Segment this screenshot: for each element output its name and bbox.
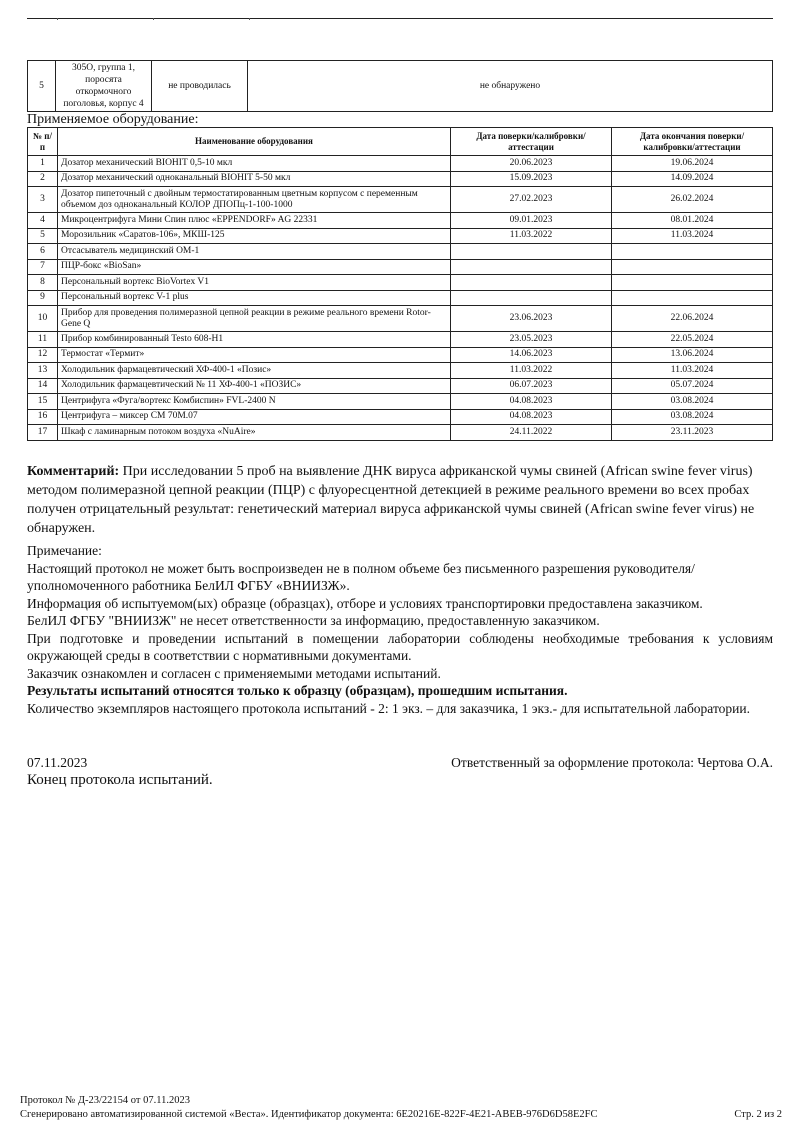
equipment-name: Морозильник «Саратов-106», МКШ-125 — [58, 228, 451, 244]
table-row — [28, 259, 773, 275]
equipment-num: 2 — [28, 171, 58, 187]
footer-protocol: Протокол № Д-23/22154 от 07.11.2023 — [20, 1095, 190, 1106]
calibration-end-date — [612, 290, 773, 306]
sample-num: 5 — [28, 61, 56, 112]
calibration-date: 11.03.2022 — [451, 363, 612, 379]
note-paragraph: При подготовке и проведении испытаний в помещении лаборатории соблюдены необходимые требования к условиям окружающей среды в соответствии с нормативными документами. — [27, 630, 773, 663]
calibration-end-date: 11.03.2024 — [612, 228, 773, 244]
header-name: Наименование оборудования — [58, 128, 451, 156]
calibration-date: 04.08.2023 — [451, 409, 612, 425]
calibration-date — [451, 259, 612, 275]
table-row — [28, 156, 773, 172]
calibration-end-date — [612, 259, 773, 275]
calibration-end-date: 14.09.2024 — [612, 171, 773, 187]
equipment-name: Персональный вортекс BioVortex V1 — [58, 275, 451, 291]
equipment-num: 15 — [28, 394, 58, 410]
table-row — [28, 378, 773, 394]
table-row — [28, 213, 773, 229]
sample-col3: не проводилась — [152, 61, 248, 112]
calibration-end-date: 05.07.2024 — [612, 378, 773, 394]
calibration-end-date: 13.06.2024 — [612, 347, 773, 363]
equipment-num: 6 — [28, 244, 58, 260]
equipment-name: Персональный вортекс V-1 plus — [58, 290, 451, 306]
calibration-end-date: 08.01.2024 — [612, 213, 773, 229]
equipment-num: 7 — [28, 259, 58, 275]
equipment-name: Отсасыватель медицинский ОМ-1 — [58, 244, 451, 260]
signature-date: 07.11.2023 — [27, 755, 88, 770]
calibration-end-date: 11.03.2024 — [612, 363, 773, 379]
equipment-num: 8 — [28, 275, 58, 291]
note-paragraph: Информация об испытуемом(ых) образце (образцах), отборе и условиях транспортировки предоставлена заказчиком. — [27, 595, 703, 611]
equipment-num: 16 — [28, 409, 58, 425]
table-row — [28, 409, 773, 425]
calibration-date — [451, 290, 612, 306]
equipment-num: 17 — [28, 425, 58, 441]
table-row — [28, 187, 773, 213]
calibration-date: 06.07.2023 — [451, 378, 612, 394]
note-paragraph-bold: Результаты испытаний относятся только к образцу (образцам), прошедшим испытания. — [27, 683, 568, 698]
calibration-date: 27.02.2023 — [451, 187, 612, 213]
calibration-end-date — [612, 275, 773, 291]
equipment-name: Центрифуга «Фуга/вортекс Комбиспин» FVL-2400 N — [58, 394, 451, 410]
equipment-name: Прибор комбинированный Testo 608-H1 — [58, 332, 451, 348]
calibration-date: 23.05.2023 — [451, 332, 612, 348]
table-row — [28, 347, 773, 363]
comment-block — [27, 462, 773, 538]
calibration-end-date: 22.05.2024 — [612, 332, 773, 348]
table-row — [28, 244, 773, 260]
calibration-date: 23.06.2023 — [451, 306, 612, 332]
equipment-name: Центрифуга – миксер СМ 70М.07 — [58, 409, 451, 425]
table-row — [28, 363, 773, 379]
calibration-date: 24.11.2022 — [451, 425, 612, 441]
calibration-end-date: 03.08.2024 — [612, 409, 773, 425]
equipment-name: Дозатор механический одноканальный BIOHIT 5-50 мкл — [58, 171, 451, 187]
table-row — [28, 228, 773, 244]
equipment-num: 9 — [28, 290, 58, 306]
table-row — [28, 394, 773, 410]
note-paragraph: Настоящий протокол не может быть воспроизведен не в полном объеме без письменного разрешения руководителя/уполномоченного работника БелИЛ ФГБУ «ВНИИЗЖ». — [27, 560, 695, 593]
calibration-date: 09.01.2023 — [451, 213, 612, 229]
calibration-end-date: 22.06.2024 — [612, 306, 773, 332]
calibration-end-date: 03.08.2024 — [612, 394, 773, 410]
header-num: № п/п — [28, 128, 58, 156]
equipment-name: Дозатор пипеточный с двойным термостатированным цветным корпусом с переменным объемом доз одноканальный КОЛОР ДПОПц-1-100-1000 — [58, 187, 451, 213]
equipment-num: 14 — [28, 378, 58, 394]
equipment-name: Шкаф с ламинарным потоком воздуха «NuAire» — [58, 425, 451, 441]
footer-page-number: Стр. 2 из 2 — [734, 1109, 782, 1120]
equipment-name: Микроцентрифуга Мини Спин плюс «EPPENDORF» AG 22331 — [58, 213, 451, 229]
notes-title: Примечание: — [27, 543, 102, 558]
equipment-table-body — [28, 156, 773, 441]
calibration-end-date: 19.06.2024 — [612, 156, 773, 172]
equipment-num: 3 — [28, 187, 58, 213]
calibration-end-date — [612, 244, 773, 260]
note-paragraph: БелИЛ ФГБУ "ВНИИЗЖ" не несет ответственности за информацию, предоставленную заказчиком. — [27, 613, 600, 628]
equipment-name: Холодильник фармацевтический ХФ-400-1 «Позис» — [58, 363, 451, 379]
comment-label: Комментарий: — [27, 464, 120, 479]
equipment-num: 11 — [28, 332, 58, 348]
table-row — [28, 306, 773, 332]
calibration-date — [451, 244, 612, 260]
equipment-name: Термостат «Термит» — [58, 347, 451, 363]
equipment-name: Прибор для проведения полимеразной цепной реакции в режиме реального времени Rotor-Gene Q — [58, 306, 451, 332]
equipment-num: 5 — [28, 228, 58, 244]
equipment-name: Холодильник фармацевтический № 11 ХФ-400-1 «ПОЗИС» — [58, 378, 451, 394]
calibration-date: 04.08.2023 — [451, 394, 612, 410]
note-paragraph: Количество экземпляров настоящего протокола испытаний - 2: 1 экз. – для заказчика, 1 экз.- для испытательной лаборатории. — [27, 700, 750, 716]
equipment-title: Применяемое оборудование: — [27, 112, 199, 127]
comment-text: При исследовании 5 проб на выявление ДНК вируса африканской чумы свиней (African swine fever virus) методом полимеразной цепной реакции (ПЦР) с флуоресцентной детекцией в режиме реального времени во всех пробах получен отрицательный результат: генетический материал вируса африканской чумы свиней (African swine fever virus) не обнаружен. — [27, 464, 755, 536]
table-row — [28, 332, 773, 348]
signature-responsible: Ответственный за оформление протокола: Чертова О.А. — [451, 755, 773, 770]
table-row — [28, 171, 773, 187]
equipment-num: 13 — [28, 363, 58, 379]
equipment-name: ПЦР-бокс «BioSan» — [58, 259, 451, 275]
header-date-start: Дата поверки/калибровки/аттестации — [451, 128, 612, 156]
equipment-name: Дозатор механический BIOHIT 0,5-10 мкл — [58, 156, 451, 172]
notes-block — [27, 542, 773, 717]
footer-generated: Сгенерировано автоматизированной системой «Веста». Идентификатор документа: 6E20216E-822F-4E21-ABEB-976D6D58E2FC — [20, 1109, 598, 1120]
equipment-table — [27, 127, 773, 441]
equipment-num: 10 — [28, 306, 58, 332]
table-row — [28, 290, 773, 306]
calibration-date: 20.06.2023 — [451, 156, 612, 172]
header-date-end: Дата окончания поверки/калибровки/аттестации — [612, 128, 773, 156]
note-paragraph: Заказчик ознакомлен и согласен с применяемыми методами испытаний. — [27, 665, 441, 681]
sample-description: 305О, группа 1, поросята откормочного поголовья, корпус 4 — [56, 61, 152, 112]
sample-result: не обнаружено — [248, 61, 773, 112]
equipment-num: 1 — [28, 156, 58, 172]
page-top-rule — [27, 18, 773, 19]
calibration-date — [451, 275, 612, 291]
table-row — [28, 275, 773, 291]
table-row — [28, 425, 773, 441]
sample-results-table — [27, 60, 773, 112]
calibration-end-date: 26.02.2024 — [612, 187, 773, 213]
table-row — [28, 61, 773, 112]
rule-tick — [249, 18, 250, 20]
calibration-end-date: 23.11.2023 — [612, 425, 773, 441]
page-footer — [20, 1094, 782, 1122]
calibration-date: 14.06.2023 — [451, 347, 612, 363]
rule-tick — [153, 18, 154, 20]
equipment-num: 4 — [28, 213, 58, 229]
table-header-row — [28, 128, 773, 156]
equipment-num: 12 — [28, 347, 58, 363]
end-of-protocol: Конец протокола испытаний. — [27, 772, 213, 788]
calibration-date: 11.03.2022 — [451, 228, 612, 244]
calibration-date: 15.09.2023 — [451, 171, 612, 187]
rule-tick — [57, 18, 58, 20]
